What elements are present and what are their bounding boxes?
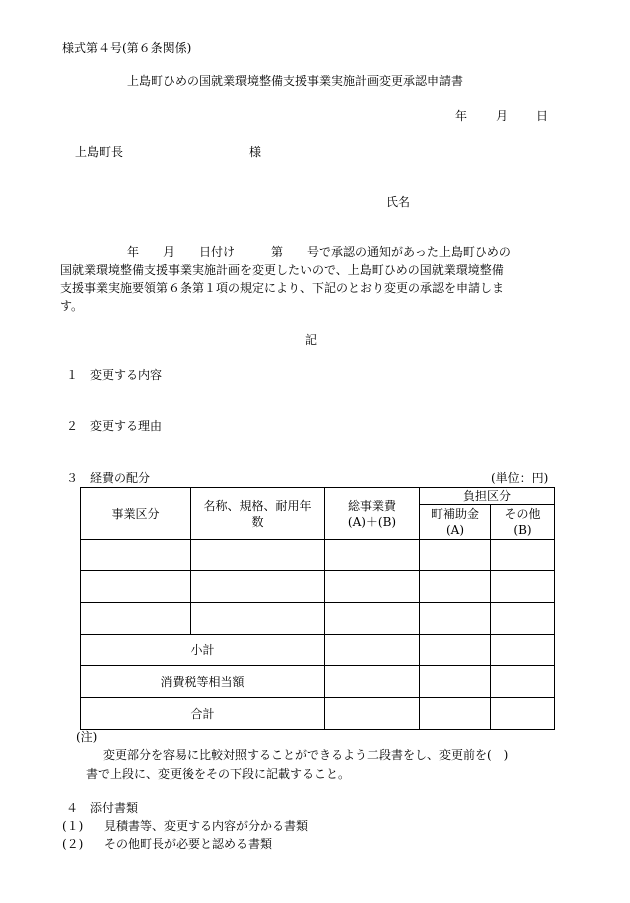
body-line: 支援事業実施要領第６条第１項の規定により、下記のとおり変更の承認を申請しま (60, 281, 505, 295)
header-other: その他 (B) (491, 505, 555, 540)
attachment-number: (１) (62, 819, 84, 833)
addressee-honorific: 様 (249, 145, 262, 159)
ki-heading: 記 (305, 333, 318, 347)
addressee-name: 上島町長 (75, 145, 124, 159)
section-number: １ (66, 368, 79, 382)
table-cell (325, 666, 420, 698)
table-row (81, 603, 555, 635)
total-label: 合計 (81, 698, 325, 730)
subtotal-label: 小計 (81, 635, 325, 666)
note-label: (注) (76, 730, 98, 744)
table-cell (81, 603, 191, 635)
header-burden-category: 負担区分 (420, 488, 555, 505)
header-name-spec: 名称、規格、耐用年 数 (191, 488, 325, 540)
table-row (81, 540, 555, 571)
table-cell (491, 571, 555, 603)
section-label: 変更する内容 (90, 368, 163, 382)
table-cell (491, 666, 555, 698)
table-row (81, 571, 555, 603)
header-total-cost: 総事業費 (A)＋(B) (325, 488, 420, 540)
date-day-label: 日 (536, 109, 549, 123)
table-cell (191, 571, 325, 603)
document-title: 上島町ひめの国就業環境整備支援事業実施計画変更承認申請書 (127, 74, 464, 88)
subtotal-row (81, 635, 555, 666)
section-label: 添付書類 (90, 801, 139, 815)
table-cell (81, 540, 191, 571)
table-cell (325, 635, 420, 666)
date-month-label: 月 (496, 109, 509, 123)
table-cell (420, 571, 491, 603)
section-number: ３ (66, 471, 79, 485)
table-cell (325, 603, 420, 635)
attachment-number: (２) (62, 837, 84, 851)
body-line: す。 (60, 299, 84, 313)
table-cell (420, 698, 491, 730)
date-year-label: 年 (455, 109, 468, 123)
section-label: 経費の配分 (90, 471, 151, 485)
table-cell (491, 698, 555, 730)
table-cell (191, 540, 325, 571)
table-cell (420, 666, 491, 698)
table-cell (325, 571, 420, 603)
table-cell (420, 635, 491, 666)
header-business-category: 事業区分 (81, 488, 191, 540)
table-cell (325, 698, 420, 730)
tax-row (81, 666, 555, 698)
unit-label: (単位：円) (491, 471, 549, 485)
table-cell (491, 540, 555, 571)
cost-allocation-table (80, 487, 555, 730)
section-number: ２ (66, 419, 79, 433)
tax-label: 消費税等相当額 (81, 666, 325, 698)
note-line: 書で上段に、変更後をその下段に記載すること。 (86, 767, 351, 781)
total-row (81, 698, 555, 730)
table-cell (325, 540, 420, 571)
table-cell (420, 603, 491, 635)
applicant-name-label: 氏名 (386, 195, 411, 209)
note-line: 変更部分を容易に比較対照することができるよう二段書をし、変更前を( ) (103, 748, 509, 762)
table-cell (491, 635, 555, 666)
section-number: ４ (66, 801, 79, 815)
attachment-text: その他町長が必要と認める書類 (104, 837, 273, 851)
table-cell (191, 603, 325, 635)
section-label: 変更する理由 (90, 419, 163, 433)
body-line: 年 月 日付け 第 号で承認の通知があった上島町ひめの (127, 245, 511, 259)
header-town-subsidy: 町補助金 (A) (420, 505, 491, 540)
form-number: 様式第４号(第６条関係) (62, 41, 192, 55)
body-line: 国就業環境整備支援事業実施計画を変更したいので、上島町ひめの国就業環境整備 (60, 263, 504, 277)
table-cell (81, 571, 191, 603)
attachment-text: 見積書等、変更する内容が分かる書類 (104, 819, 309, 833)
table-cell (491, 603, 555, 635)
table-cell (420, 540, 491, 571)
